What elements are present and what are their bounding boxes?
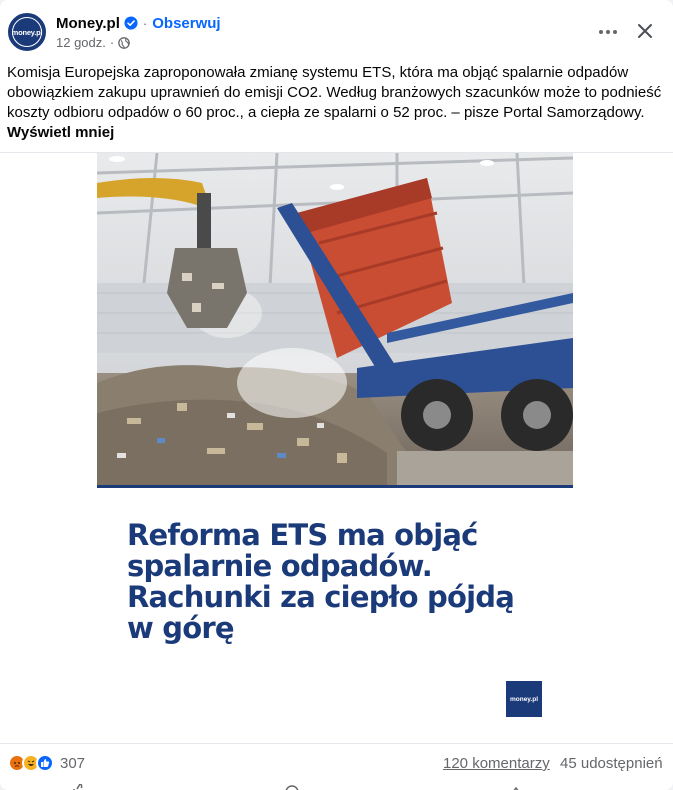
close-button[interactable]	[630, 16, 660, 46]
close-icon	[637, 23, 653, 39]
page-name[interactable]: Money.pl	[56, 14, 120, 32]
photo-illustration	[97, 153, 573, 485]
post-image[interactable]	[0, 152, 673, 744]
headline-line: Reforma ETS ma objąć	[127, 518, 478, 552]
globe-icon[interactable]	[118, 37, 130, 49]
comments-link[interactable]: 120 komentarzy	[443, 755, 550, 772]
photo-divider	[97, 485, 573, 488]
like-reaction-icon	[36, 754, 54, 772]
action-bar	[0, 782, 673, 790]
meta-separator: ·	[109, 35, 115, 50]
headline-line: Rachunki za ciepło pójdą	[127, 580, 514, 614]
waste-incineration-photo	[97, 153, 573, 485]
shares-count[interactable]: 45 udostępnień	[560, 755, 663, 772]
more-dot	[606, 30, 610, 34]
headline-line: spalarnie odpadów.	[127, 549, 432, 583]
page-avatar[interactable]	[8, 13, 46, 51]
headline-line: w górę	[127, 611, 234, 645]
post-header	[0, 0, 673, 60]
more-options-button[interactable]	[590, 18, 626, 46]
post-time[interactable]: 12 godz.	[56, 35, 106, 50]
post-body: Komisja Europejska zaproponowała zmianę systemu ETS, która ma objąć spalarnie odpadów obowiązkiem zakupu uprawnień do emisji CO2. Według branżowych szacunków może to podnieść koszty odbioru odpadów o 60 proc., a ciepła ze spalarni o 52 proc. – pisze Portal Samorządowy.	[7, 64, 662, 121]
reaction-summary[interactable]	[8, 754, 85, 772]
graphic-headline	[127, 520, 567, 644]
post-footer	[0, 744, 673, 790]
like-action-icon[interactable]	[72, 784, 88, 790]
avatar-logo	[12, 17, 42, 47]
avatar-logo-text: money.pl	[11, 27, 43, 37]
post-text	[7, 63, 662, 143]
post-meta	[56, 35, 130, 50]
follow-button[interactable]: Obserwuj	[152, 14, 221, 32]
comment-action-icon[interactable]	[284, 784, 300, 790]
verified-badge-icon	[124, 16, 138, 30]
brand-logo	[506, 681, 542, 717]
see-less-link[interactable]: Wyświetl mniej	[7, 124, 115, 141]
more-dot	[613, 30, 617, 34]
reaction-count[interactable]: 307	[60, 754, 86, 772]
separator: ·	[142, 15, 148, 31]
brand-logo-text: money.pl	[509, 695, 539, 703]
page-name-row	[56, 13, 221, 33]
share-action-icon[interactable]	[508, 784, 524, 790]
more-options-icon	[599, 30, 603, 34]
